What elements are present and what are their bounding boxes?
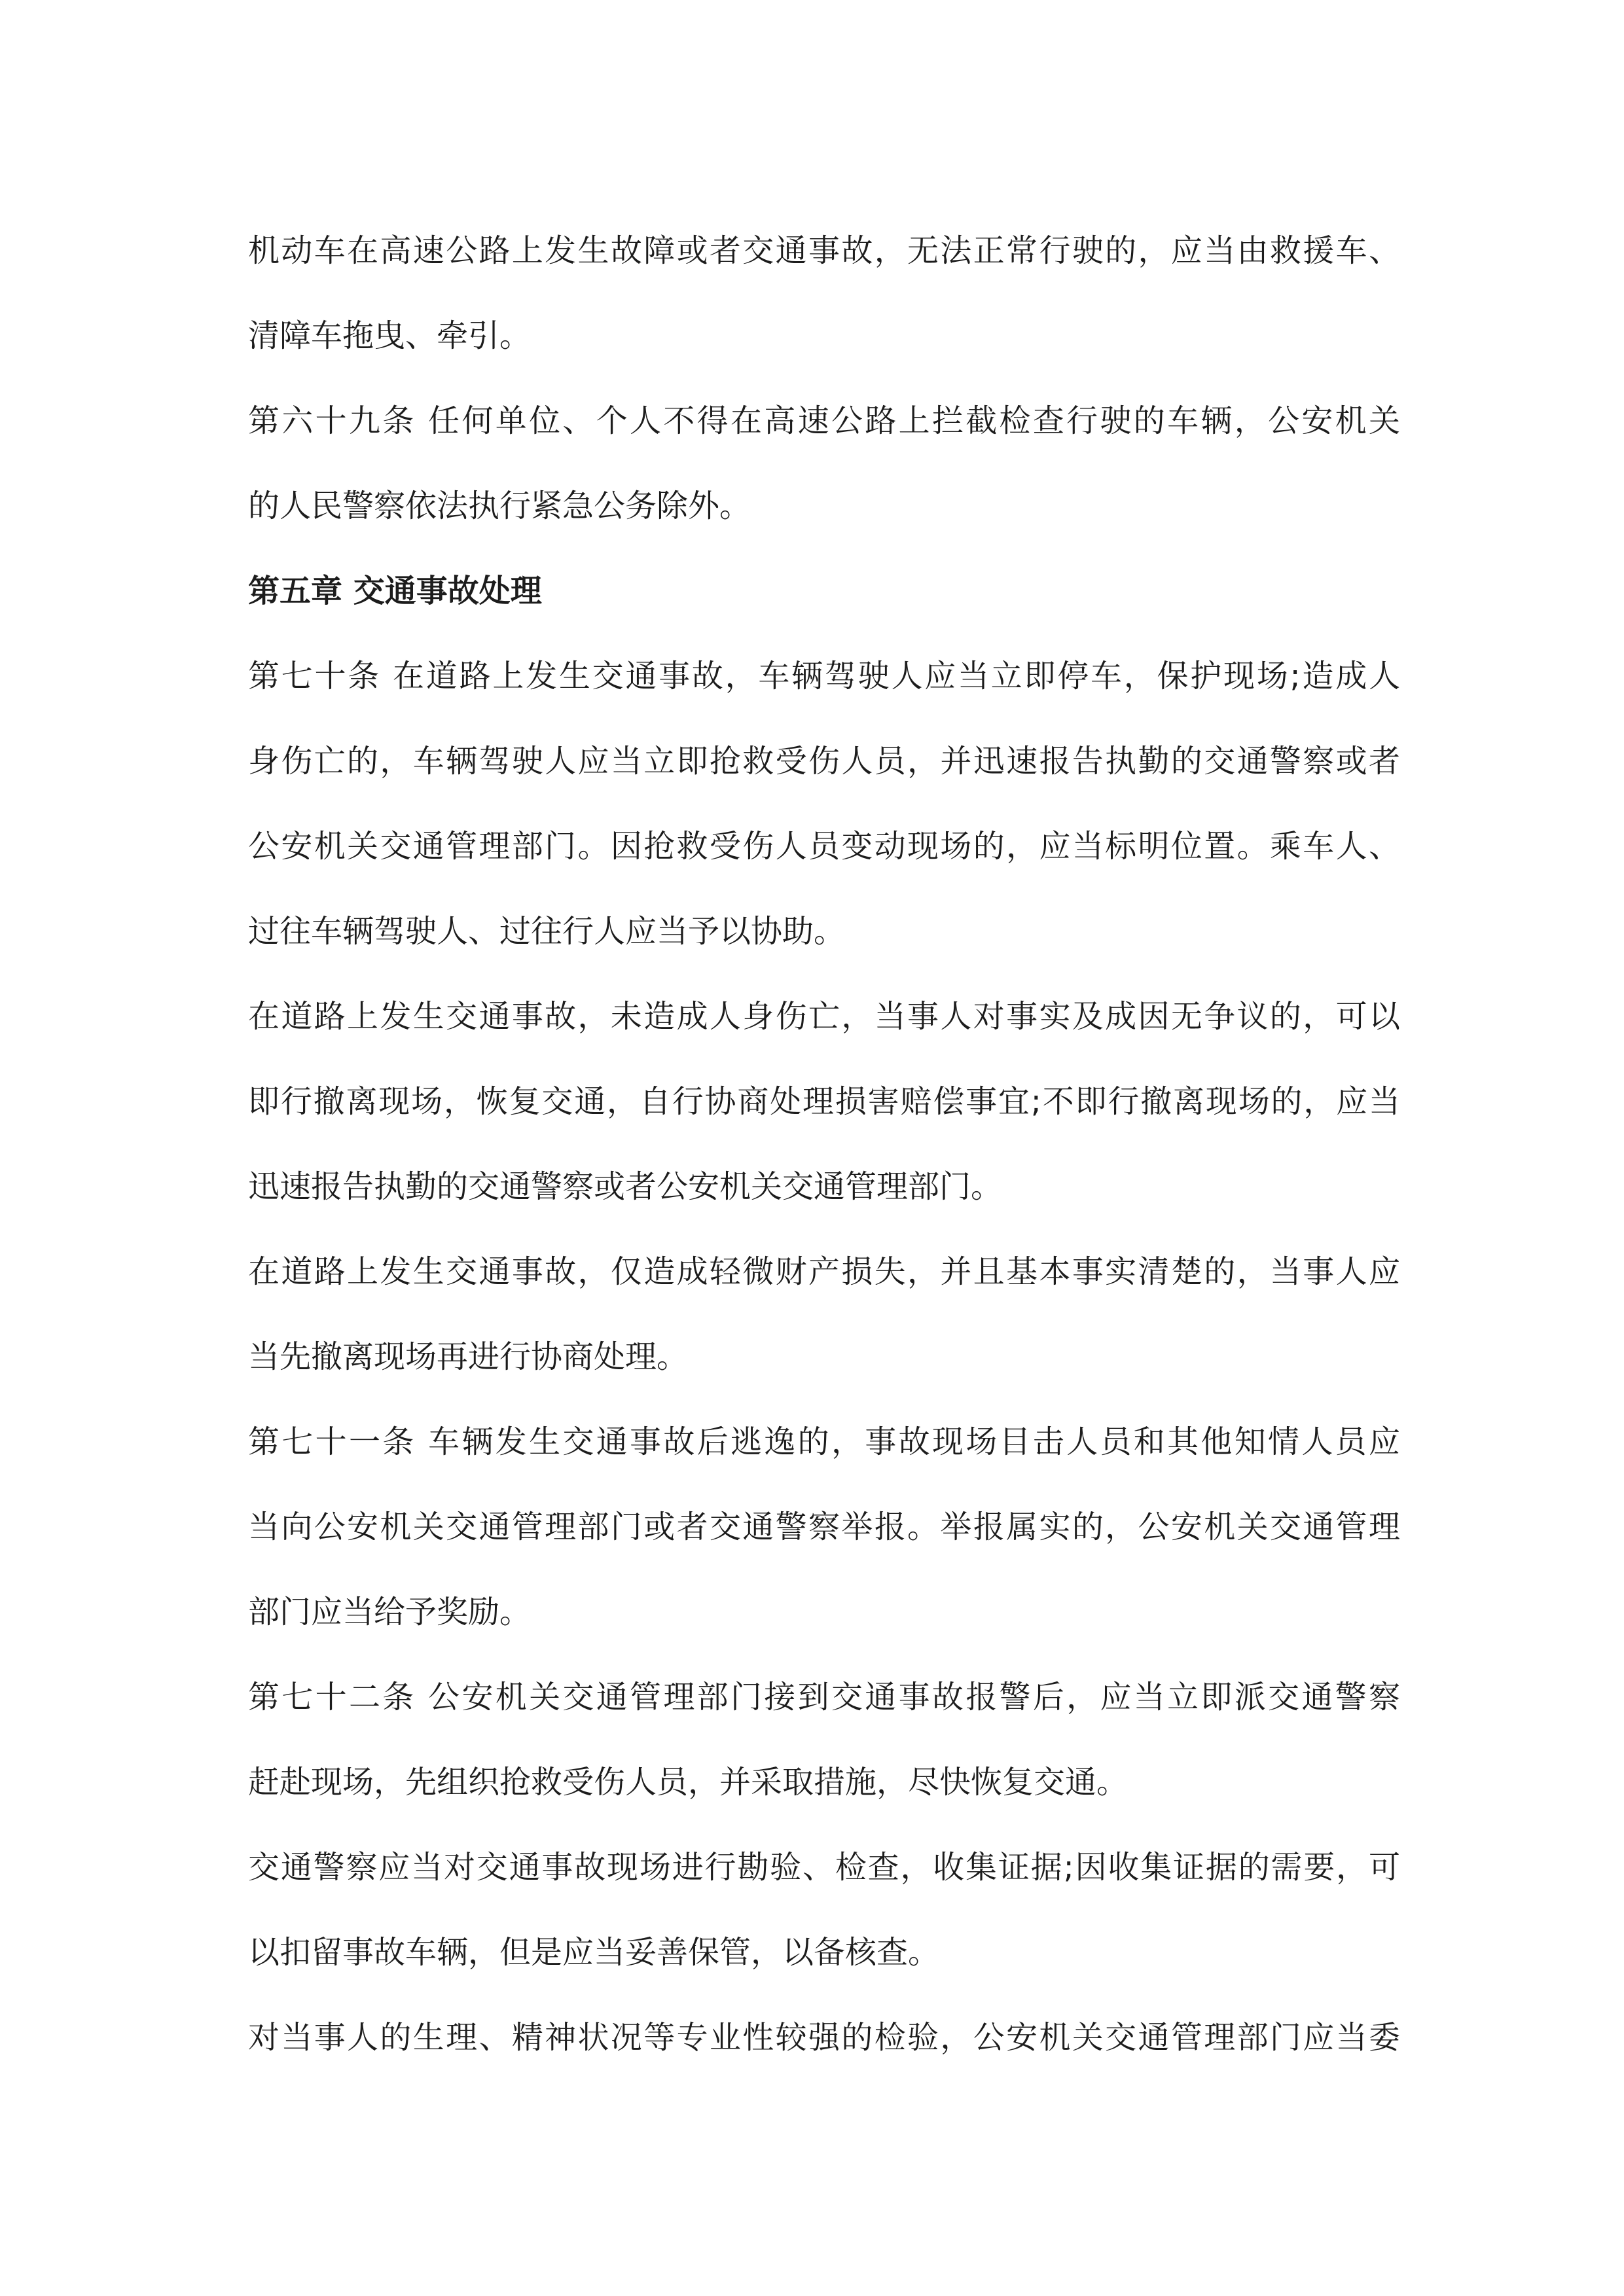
text-line: 第七十条 在道路上发生交通事故，车辆驾驶人应当立即停车，保护现场;造成人	[248, 658, 1400, 694]
text-line: 第六十九条 任何单位、个人不得在高速公路上拦截检查行驶的车辆，公安机关	[248, 403, 1400, 439]
text-line: 交通警察应当对交通事故现场进行勘验、检查，收集证据;因收集证据的需要，可	[248, 1849, 1400, 1886]
text-line: 以扣留事故车辆，但是应当妥善保管，以备核查。	[248, 1934, 940, 1971]
text-line: 第七十一条 车辆发生交通事故后逃逸的，事故现场目击人员和其他知情人员应	[248, 1424, 1400, 1460]
text-line: 在道路上发生交通事故，未造成人身伤亡，当事人对事实及成因无争议的，可以	[248, 998, 1400, 1035]
text-line: 的人民警察依法执行紧急公务除外。	[248, 488, 751, 524]
text-line: 在道路上发生交通事故，仅造成轻微财产损失，并且基本事实清楚的，当事人应	[248, 1253, 1400, 1290]
text-line: 机动车在高速公路上发生故障或者交通事故，无法正常行驶的，应当由救援车、	[248, 232, 1400, 269]
text-line: 对当事人的生理、精神状况等专业性较强的检验，公安机关交通管理部门应当委	[248, 2019, 1400, 2056]
paragraph-article-70	[248, 634, 1400, 974]
text-line: 部门应当给予奖励。	[248, 1594, 532, 1630]
paragraph-article-71	[248, 1399, 1400, 1655]
text-line: 公安机关交通管理部门。因抢救受伤人员变动现场的，应当标明位置。乘车人、	[248, 828, 1400, 865]
text-line: 清障车拖曳、牵引。	[248, 317, 532, 354]
document-body	[248, 208, 1400, 2080]
paragraph-professional-inspection	[248, 1995, 1400, 2080]
text-line: 当先撤离现场再进行协商处理。	[248, 1338, 689, 1375]
paragraph-article-72	[248, 1655, 1400, 1825]
text-line: 迅速报告执勤的交通警察或者公安机关交通管理部门。	[248, 1168, 1003, 1205]
chapter-heading	[248, 548, 1400, 634]
text-line: 过往车辆驾驶人、过往行人应当予以协助。	[248, 913, 846, 950]
text-line: 第七十二条 公安机关交通管理部门接到交通事故报警后，应当立即派交通警察	[248, 1679, 1400, 1715]
paragraph-article-69	[248, 378, 1400, 548]
paragraph-no-injury-accident	[248, 974, 1400, 1229]
chapter-title: 第五章 交通事故处理	[248, 573, 542, 609]
paragraph-evidence-collection	[248, 1825, 1400, 1995]
text-line: 即行撤离现场，恢复交通，自行协商处理损害赔偿事宜;不即行撤离现场的，应当	[248, 1083, 1400, 1120]
paragraph-minor-property-loss	[248, 1229, 1400, 1399]
text-line: 身伤亡的，车辆驾驶人应当立即抢救受伤人员，并迅速报告执勤的交通警察或者	[248, 743, 1400, 780]
text-line: 当向公安机关交通管理部门或者交通警察举报。举报属实的，公安机关交通管理	[248, 1509, 1400, 1545]
paragraph-expressway-breakdown	[248, 208, 1400, 378]
text-line: 赶赴现场，先组织抢救受伤人员，并采取措施，尽快恢复交通。	[248, 1764, 1128, 1801]
